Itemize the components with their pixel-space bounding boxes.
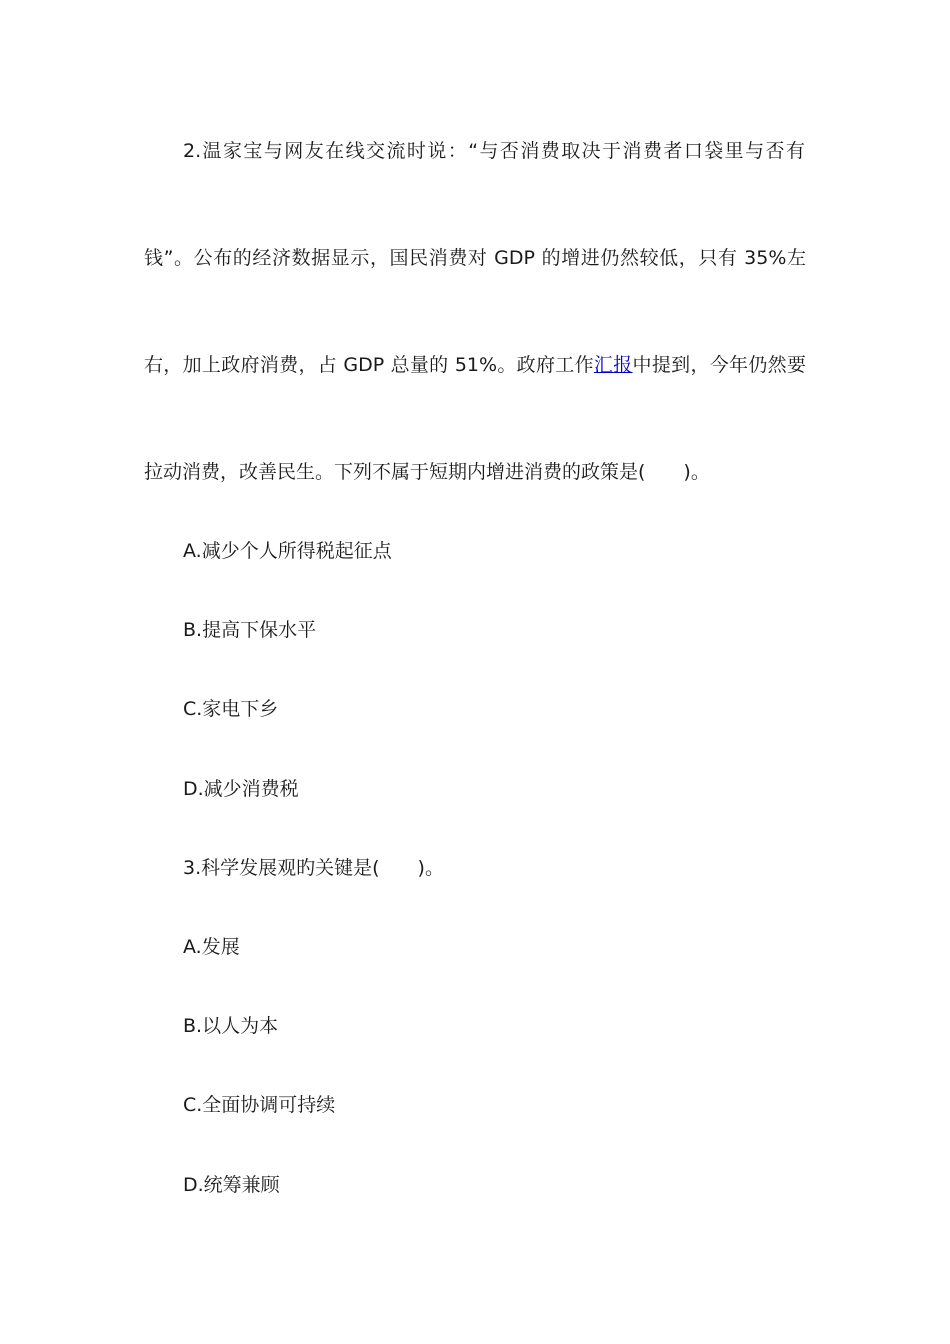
question-2-stem-line-2: 钱”。公布的经济数据显示，国民消费对 GDP 的增进仍然较低，只有 35%左 [144, 247, 806, 269]
question-3-stem: 3.科学发展观旳关键是( )。 [183, 857, 444, 879]
question-2-option-c: C.家电下乡 [183, 698, 279, 720]
question-2-stem-line-1: 2.温家宝与网友在线交流时说：“与否消费取决于消费者口袋里与否有 [183, 140, 805, 162]
question-2-stem-line-3 [144, 353, 806, 377]
question-3-option-c: C.全面协调可持续 [183, 1094, 336, 1116]
question-2-option-a: A.减少个人所得税起征点 [183, 540, 392, 562]
question-2-stem-line-3-text-after-link: 中提到，今年仍然要 [632, 354, 806, 376]
question-2-option-b: B.提高下保水平 [183, 619, 317, 641]
report-link[interactable]: 汇报 [593, 354, 633, 376]
question-2-stem-line-4: 拉动消费，改善民生。下列不属于短期内增进消费的政策是( )。 [144, 461, 710, 483]
question-3-option-b: B.以人为本 [183, 1015, 279, 1037]
question-3-option-d: D.统筹兼顾 [183, 1174, 280, 1196]
question-2-option-d: D.减少消费税 [183, 778, 299, 800]
question-2-stem-line-3-text-before-link: 右，加上政府消费，占 GDP 总量的 51%。政府工作 [144, 354, 594, 376]
question-3-option-a: A.发展 [183, 936, 240, 958]
